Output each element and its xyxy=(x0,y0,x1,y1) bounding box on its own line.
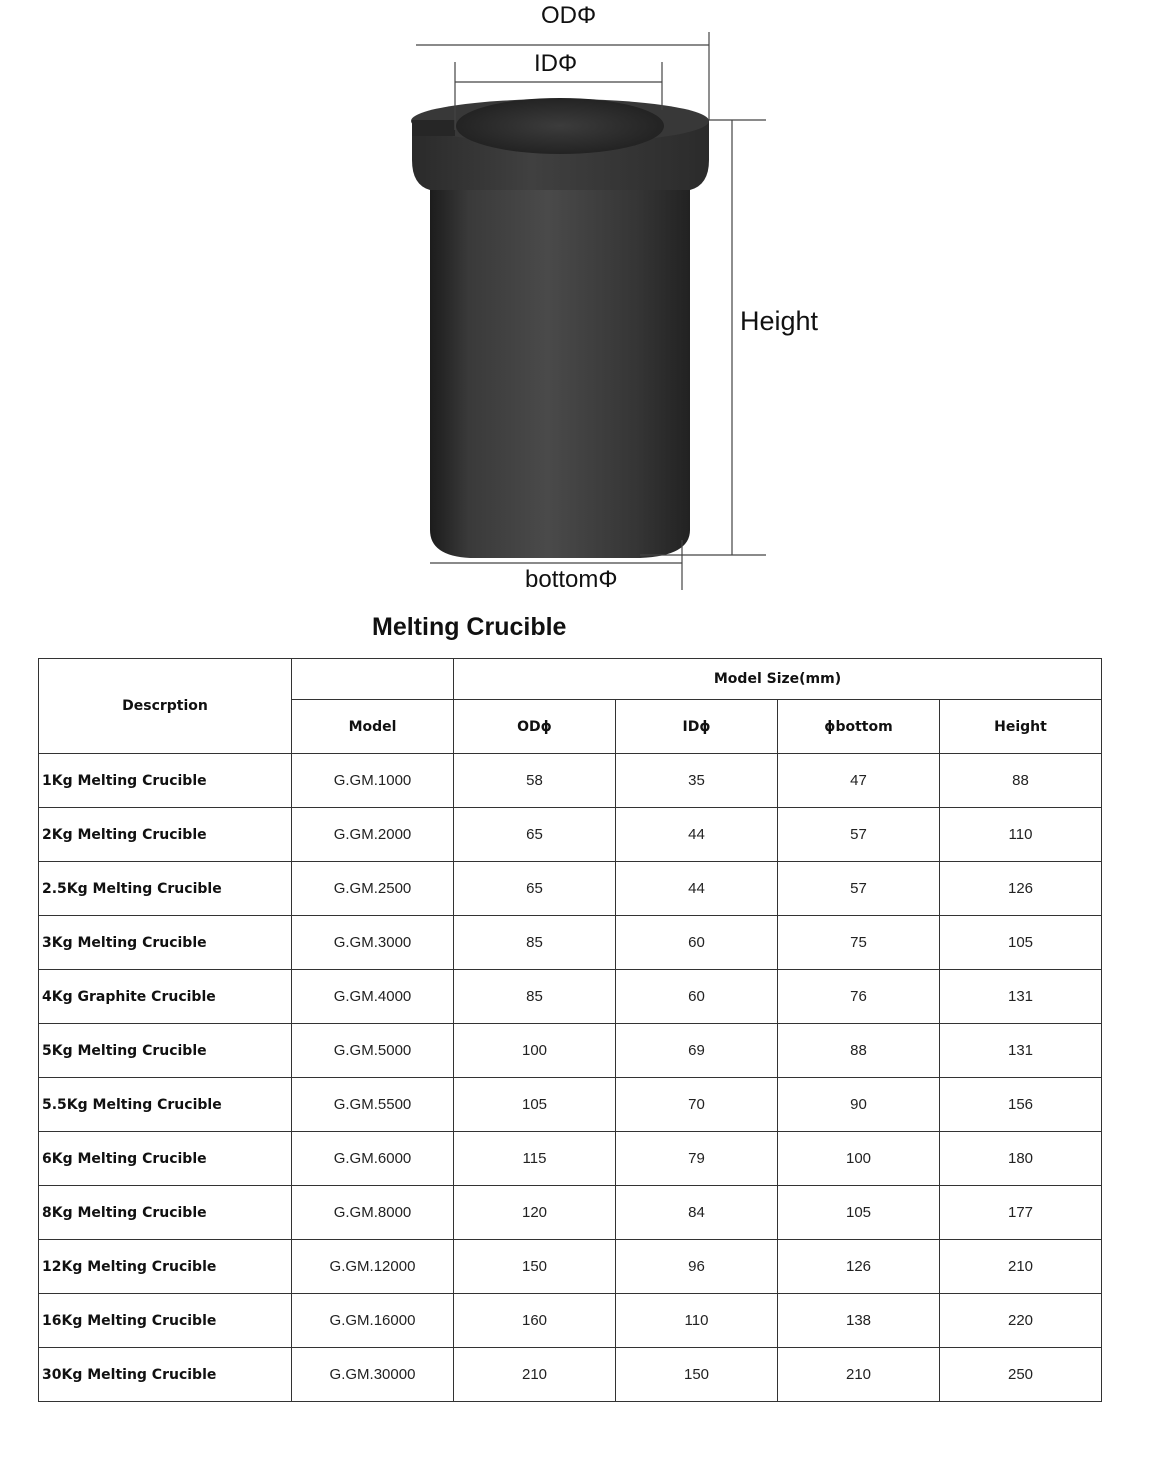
row-bottom: 57 xyxy=(778,808,940,862)
row-height: 131 xyxy=(940,1024,1102,1078)
row-description: 4Kg Graphite Crucible xyxy=(39,970,292,1024)
row-id: 60 xyxy=(616,916,778,970)
row-model: G.GM.5500 xyxy=(292,1078,454,1132)
row-height: 110 xyxy=(940,808,1102,862)
row-bottom: 138 xyxy=(778,1294,940,1348)
row-bottom: 57 xyxy=(778,862,940,916)
table-header-row xyxy=(39,659,1102,700)
height-header: Height xyxy=(940,700,1102,754)
row-od: 65 xyxy=(454,808,616,862)
table-row xyxy=(39,1348,1102,1402)
row-description: 1Kg Melting Crucible xyxy=(39,754,292,808)
row-od: 65 xyxy=(454,862,616,916)
row-od: 58 xyxy=(454,754,616,808)
row-model: G.GM.8000 xyxy=(292,1186,454,1240)
row-height: 180 xyxy=(940,1132,1102,1186)
row-bottom: 126 xyxy=(778,1240,940,1294)
row-model: G.GM.1000 xyxy=(292,754,454,808)
row-id: 44 xyxy=(616,862,778,916)
row-model: G.GM.30000 xyxy=(292,1348,454,1402)
table-row xyxy=(39,1024,1102,1078)
table-row xyxy=(39,1186,1102,1240)
row-description: 12Kg Melting Crucible xyxy=(39,1240,292,1294)
row-model: G.GM.12000 xyxy=(292,1240,454,1294)
row-model: G.GM.3000 xyxy=(292,916,454,970)
row-od: 115 xyxy=(454,1132,616,1186)
bottom-header: ϕbottom xyxy=(778,700,940,754)
row-description: 6Kg Melting Crucible xyxy=(39,1132,292,1186)
rim-notch xyxy=(412,120,455,136)
row-height: 105 xyxy=(940,916,1102,970)
row-od: 85 xyxy=(454,970,616,1024)
row-description: 2Kg Melting Crucible xyxy=(39,808,292,862)
row-description: 3Kg Melting Crucible xyxy=(39,916,292,970)
row-height: 177 xyxy=(940,1186,1102,1240)
table-row xyxy=(39,1132,1102,1186)
row-od: 105 xyxy=(454,1078,616,1132)
row-description: 8Kg Melting Crucible xyxy=(39,1186,292,1240)
row-height: 131 xyxy=(940,970,1102,1024)
crucible-body xyxy=(430,180,690,558)
row-model: G.GM.6000 xyxy=(292,1132,454,1186)
row-bottom: 90 xyxy=(778,1078,940,1132)
row-id: 150 xyxy=(616,1348,778,1402)
row-id: 96 xyxy=(616,1240,778,1294)
row-bottom: 100 xyxy=(778,1132,940,1186)
row-id: 69 xyxy=(616,1024,778,1078)
page-title: Melting Crucible xyxy=(372,613,567,641)
model-header: Model xyxy=(292,700,454,754)
height-dimension-label: Height xyxy=(740,306,819,336)
table-row xyxy=(39,808,1102,862)
row-bottom: 75 xyxy=(778,916,940,970)
spec-table xyxy=(38,658,1102,1402)
crucible-drawing xyxy=(0,0,1151,610)
row-height: 250 xyxy=(940,1348,1102,1402)
bottom-dimension-label: bottomΦ xyxy=(525,566,618,593)
row-id: 60 xyxy=(616,970,778,1024)
table-row xyxy=(39,1294,1102,1348)
row-model: G.GM.4000 xyxy=(292,970,454,1024)
row-bottom: 76 xyxy=(778,970,940,1024)
row-bottom: 47 xyxy=(778,754,940,808)
table-row xyxy=(39,754,1102,808)
row-od: 100 xyxy=(454,1024,616,1078)
row-description: 2.5Kg Melting Crucible xyxy=(39,862,292,916)
row-height: 210 xyxy=(940,1240,1102,1294)
row-id: 35 xyxy=(616,754,778,808)
row-description: 30Kg Melting Crucible xyxy=(39,1348,292,1402)
row-model: G.GM.16000 xyxy=(292,1294,454,1348)
row-height: 220 xyxy=(940,1294,1102,1348)
row-description: 5Kg Melting Crucible xyxy=(39,1024,292,1078)
row-model: G.GM.2500 xyxy=(292,862,454,916)
table-row xyxy=(39,1078,1102,1132)
row-id: 70 xyxy=(616,1078,778,1132)
row-od: 85 xyxy=(454,916,616,970)
table-body xyxy=(39,754,1102,1402)
row-height: 126 xyxy=(940,862,1102,916)
row-model: G.GM.2000 xyxy=(292,808,454,862)
table-row xyxy=(39,916,1102,970)
row-od: 160 xyxy=(454,1294,616,1348)
row-bottom: 88 xyxy=(778,1024,940,1078)
table-row xyxy=(39,1240,1102,1294)
table-row xyxy=(39,970,1102,1024)
crucible-figure xyxy=(0,0,1151,610)
description-header: Descrption xyxy=(39,659,292,754)
row-id: 84 xyxy=(616,1186,778,1240)
row-od: 150 xyxy=(454,1240,616,1294)
row-model: G.GM.5000 xyxy=(292,1024,454,1078)
row-id: 79 xyxy=(616,1132,778,1186)
row-description: 5.5Kg Melting Crucible xyxy=(39,1078,292,1132)
row-od: 210 xyxy=(454,1348,616,1402)
row-id: 44 xyxy=(616,808,778,862)
id-header: IDϕ xyxy=(616,700,778,754)
row-bottom: 210 xyxy=(778,1348,940,1402)
row-description: 16Kg Melting Crucible xyxy=(39,1294,292,1348)
crucible-opening xyxy=(456,98,664,154)
row-id: 110 xyxy=(616,1294,778,1348)
row-od: 120 xyxy=(454,1186,616,1240)
table-row xyxy=(39,862,1102,916)
model-header-blank xyxy=(292,659,454,700)
row-height: 88 xyxy=(940,754,1102,808)
od-header: ODϕ xyxy=(454,700,616,754)
id-dimension-label: IDΦ xyxy=(534,50,578,77)
od-dimension-label: ODΦ xyxy=(541,2,597,29)
row-height: 156 xyxy=(940,1078,1102,1132)
row-bottom: 105 xyxy=(778,1186,940,1240)
model-size-header: Model Size(mm) xyxy=(454,659,1102,700)
